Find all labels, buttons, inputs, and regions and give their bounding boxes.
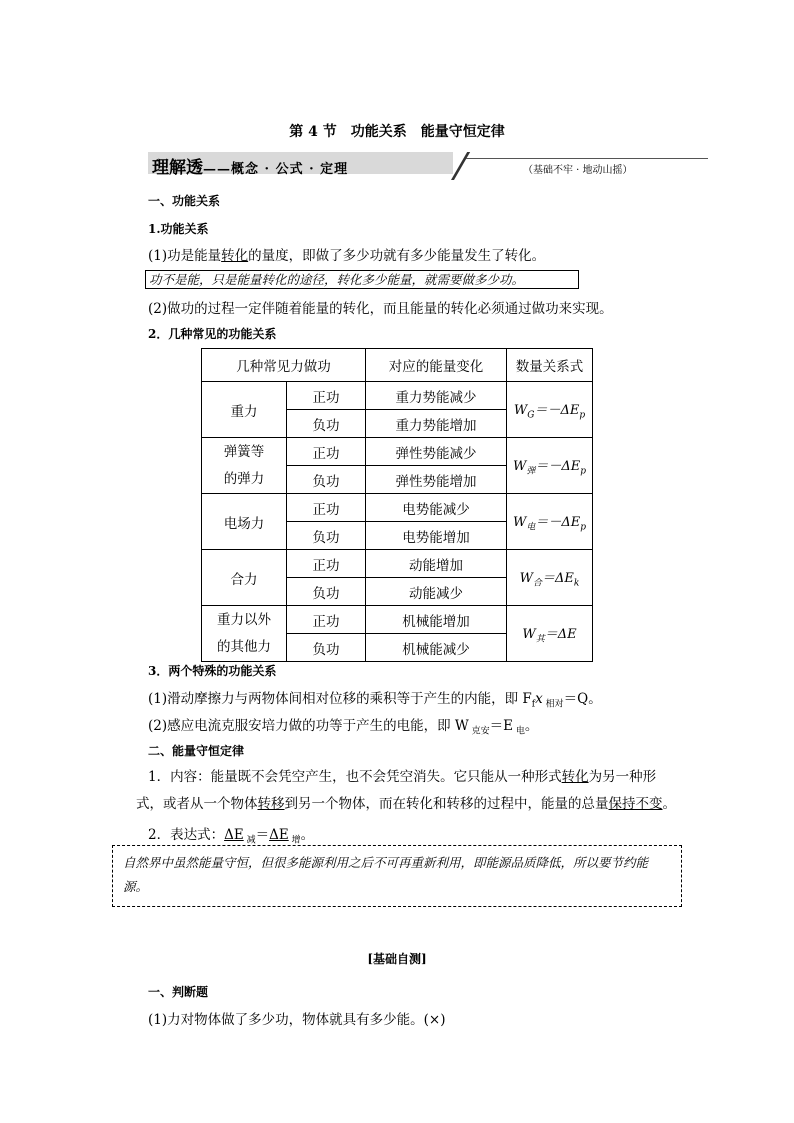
table-cell: 负功 xyxy=(287,410,366,438)
table-cell-force: 电场力 xyxy=(202,494,287,550)
table-cell-formula: $W_G=-\Delta E_p$ xyxy=(506,382,592,438)
table-cell-force: 重力 xyxy=(202,382,287,438)
table-cell: 机械能增加 xyxy=(365,606,506,634)
table-cell-formula: $W_弹=-\Delta E_p$ xyxy=(506,438,592,494)
paragraph-expression: 2．表达式：ΔE $_减$＝ΔE $_增$。 xyxy=(148,827,315,846)
banner-title: 理解透——概念 · 公式 · 定理 xyxy=(152,158,349,178)
table-cell: 重力势能增加 xyxy=(365,410,506,438)
quiz-title: [基础自测] xyxy=(367,952,427,966)
note-box-1: 功不是能，只是能量转化的途径，转化多少能量，就需要做多少功。 xyxy=(145,270,579,289)
table-cell: 正功 xyxy=(287,494,366,522)
table-cell: 重力势能减少 xyxy=(365,382,506,410)
table-cell: 电势能减少 xyxy=(365,494,506,522)
banner-slash xyxy=(451,152,470,180)
table-cell: 动能增加 xyxy=(365,550,506,578)
subheading-1: 1.功能关系 xyxy=(148,222,209,236)
table-cell: 负功 xyxy=(287,578,366,606)
table-cell: 正功 xyxy=(287,382,366,410)
table-cell: 正功 xyxy=(287,550,366,578)
banner-motto: （基础不牢 · 地动山摇） xyxy=(523,165,633,176)
table-cell: 正功 xyxy=(287,606,366,634)
table-cell-formula: $W_合=\Delta E_k$ xyxy=(506,550,592,606)
table-cell-force: 重力以外 的其他力 xyxy=(202,606,287,662)
table-cell: 机械能减少 xyxy=(365,634,506,662)
paragraph-induction: (2)感应电流克服安培力做的功等于产生的电能，即 W $_{克安}$＝E $_电$。 xyxy=(148,718,539,737)
table-cell: 动能减少 xyxy=(365,578,506,606)
section-banner xyxy=(148,152,708,180)
page-title: 第 4 节 功能关系 能量守恒定律 xyxy=(289,124,505,140)
table-cell: 电势能增加 xyxy=(365,522,506,550)
subheading-2: 2．几种常见的功能关系 xyxy=(148,327,277,341)
table-cell-force: 合力 xyxy=(202,550,287,606)
table-cell: 负功 xyxy=(287,634,366,662)
table-cell: 弹性势能减少 xyxy=(365,438,506,466)
table-cell: 正功 xyxy=(287,438,366,466)
paragraph-1: (1)功是能量转化的量度，即做了多少功就有多少能量发生了转化。 xyxy=(148,248,546,264)
work-energy-table xyxy=(201,348,593,662)
heading-work-energy: 一、功能关系 xyxy=(148,194,221,208)
banner-rule xyxy=(466,158,708,159)
note-box-2: 自然界中虽然能量守恒，但很多能源利用之后不可再重新利用，即能源品质降低，所以要节约能源。 xyxy=(112,845,682,907)
paragraph-friction: (1)滑动摩擦力与两物体间相对位移的乘积等于产生的内能，即 $F_fx$ $_{相对}$＝Q。 xyxy=(148,691,602,710)
table-row xyxy=(202,438,593,466)
table-header-row xyxy=(202,349,593,382)
table-row xyxy=(202,494,593,522)
table-row xyxy=(202,550,593,578)
table-cell-formula: $W_其=\Delta E$ xyxy=(506,606,592,662)
table-cell-force: 弹簧等 的弹力 xyxy=(202,438,287,494)
table-header: 几种常见力做功 xyxy=(202,349,366,382)
table-cell: 弹性势能增加 xyxy=(365,466,506,494)
heading-conservation: 二、能量守恒定律 xyxy=(148,744,245,758)
table-row xyxy=(202,606,593,634)
table-header: 数量关系式 xyxy=(506,349,592,382)
paragraph-2: (2)做功的过程一定伴随着能量的转化，而且能量的转化必须通过做功来实现。 xyxy=(148,301,613,317)
quiz-question-1: (1)力对物体做了多少功，物体就具有多少能。(×) xyxy=(148,1012,446,1028)
table-cell: 负功 xyxy=(287,466,366,494)
table-cell-formula: $W_电=-\Delta E_p$ xyxy=(506,494,592,550)
quiz-heading: 一、判断题 xyxy=(148,985,209,999)
table-cell: 负功 xyxy=(287,522,366,550)
paragraph-content: 1．内容：能量既不会凭空产生，也不会凭空消失。它只能从一种形式转化为另一种形 式，或者从一个物体转移到另一个物体，而在转化和转移的过程中，能量的总量保持不变。 xyxy=(136,769,676,812)
subheading-3: 3．两个特殊的功能关系 xyxy=(148,664,277,678)
table-header: 对应的能量变化 xyxy=(365,349,506,382)
table-row xyxy=(202,382,593,410)
